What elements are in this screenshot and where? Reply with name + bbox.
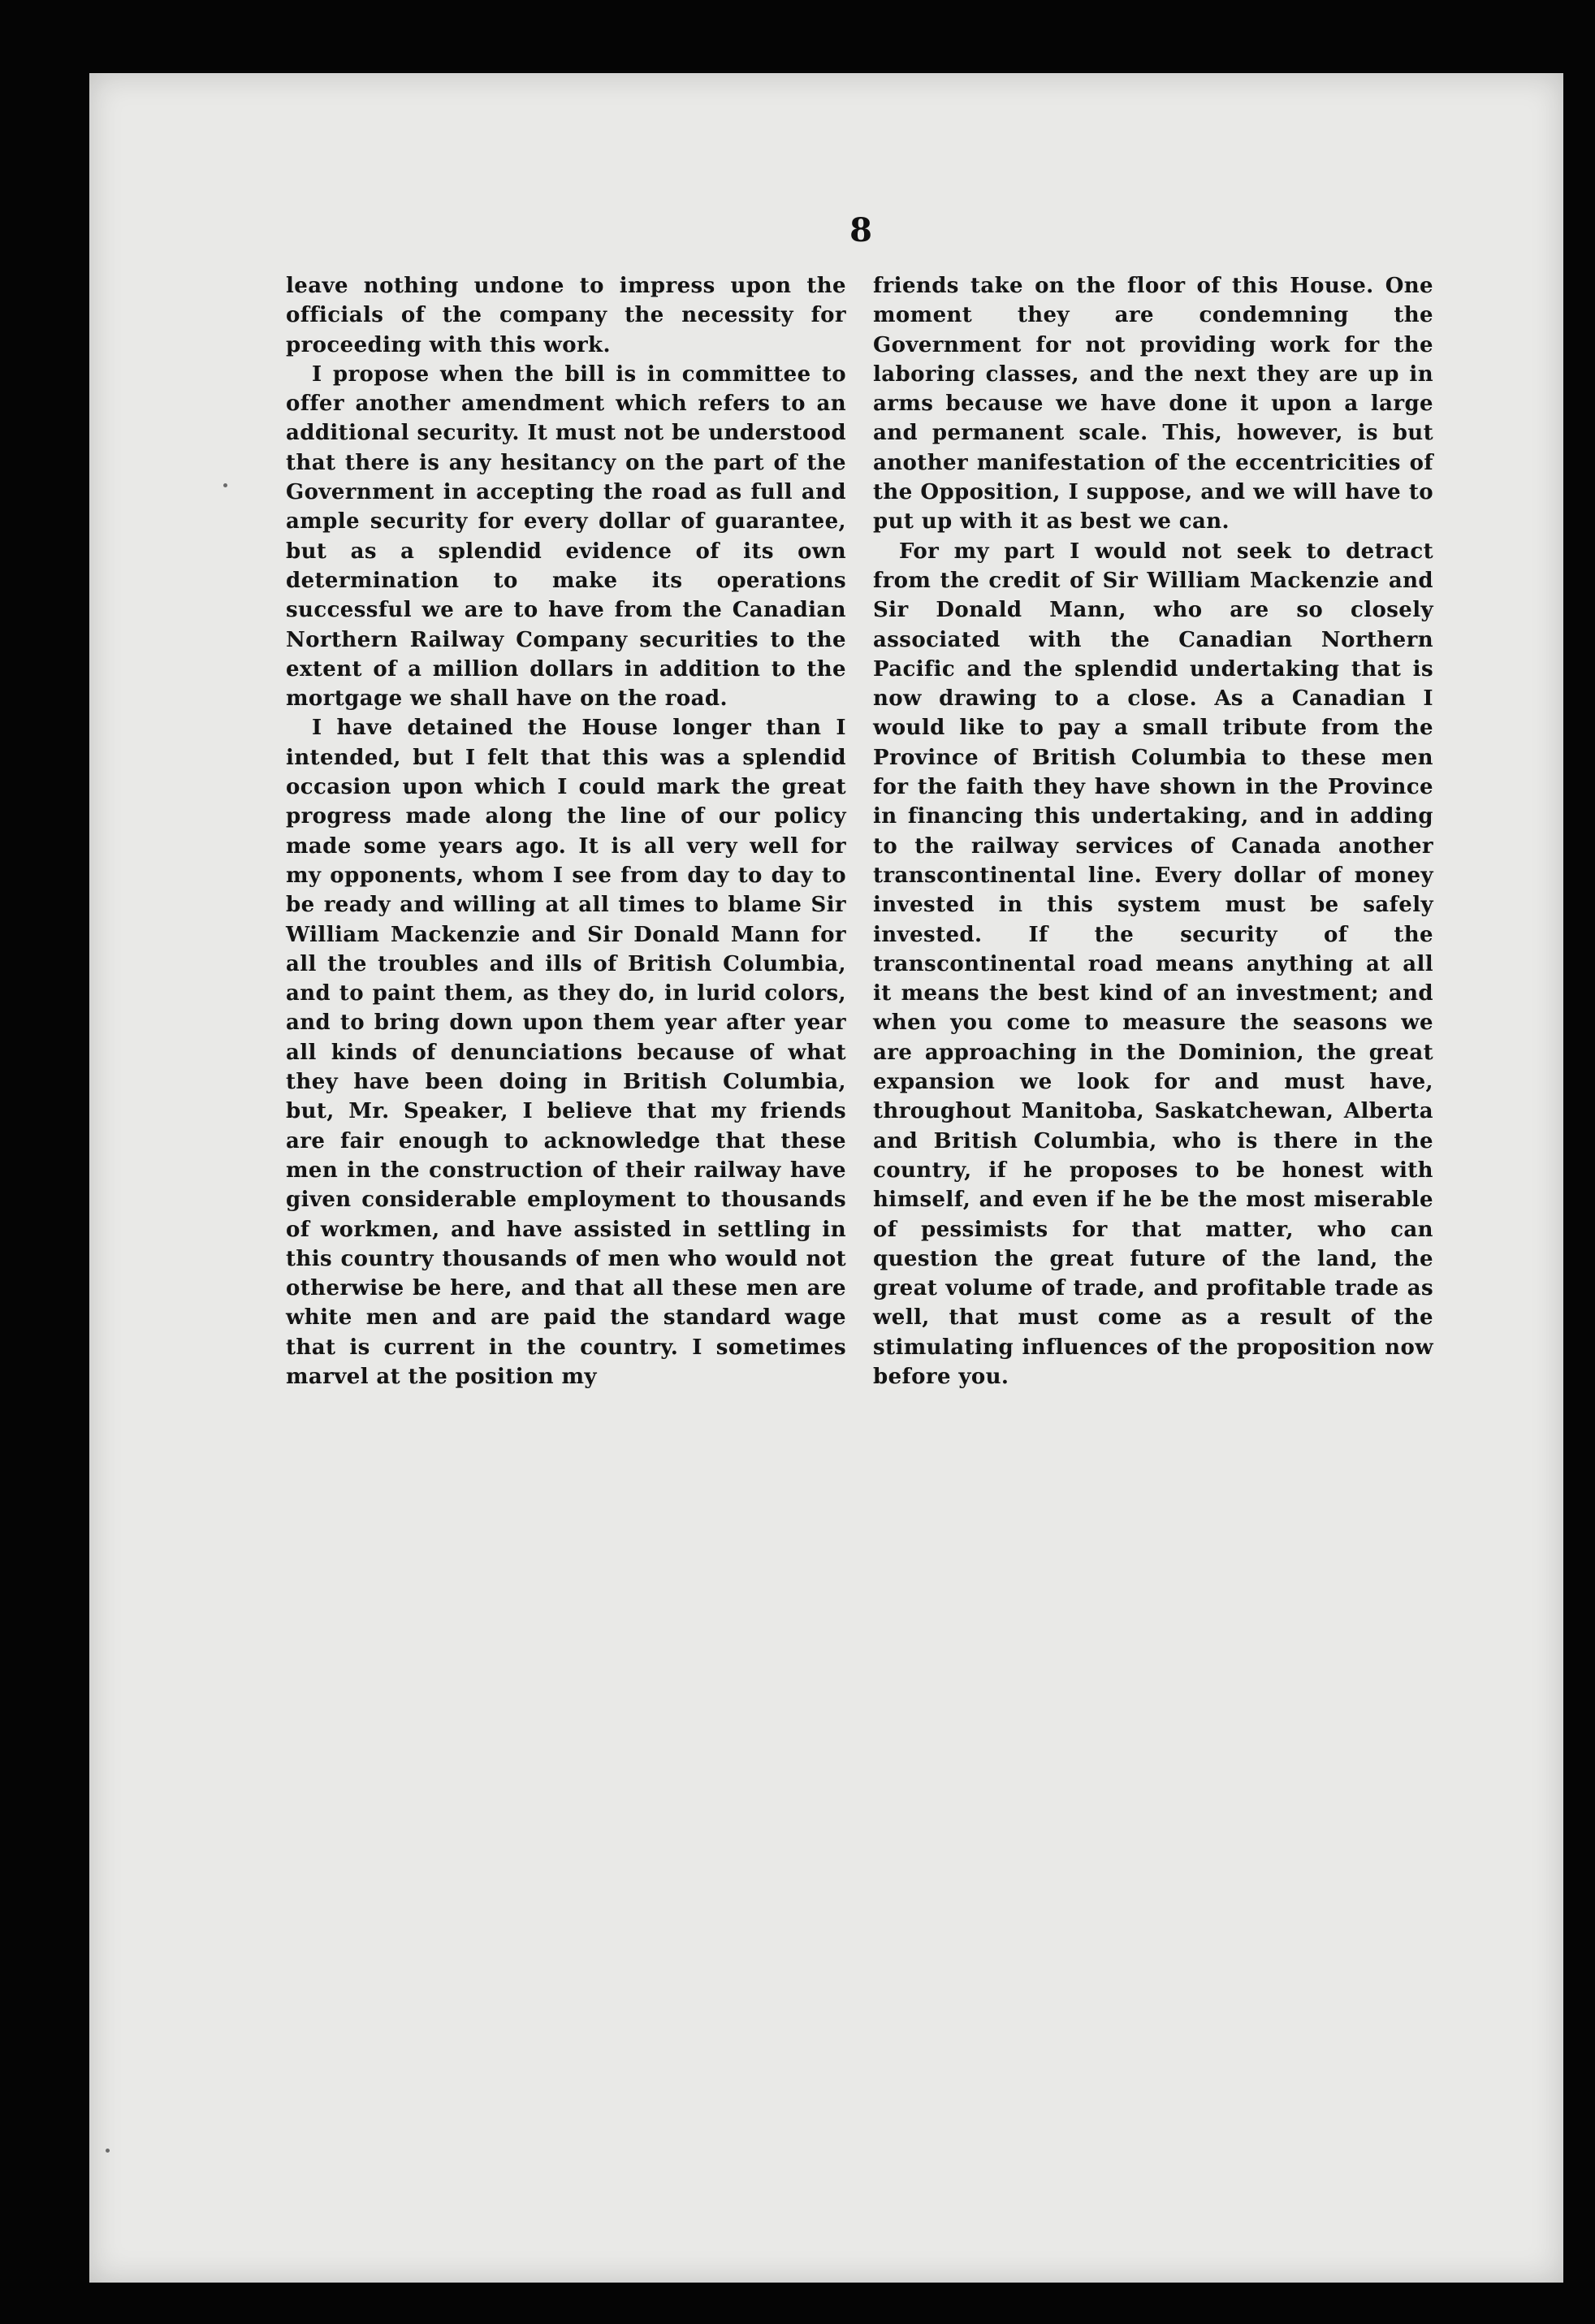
- right-paragraph-2: For my part I would not seek to detract from the credit of Sir William Mackenzie and Sir Donald Mann, who are so closely associated with the Canadian Northern Pacific and the splendid undertaking that is now drawing to a close. As a Canadian I would like to pay a small tribute from the Province of British Columbia to these men for the faith they have shown in the Province in financing this undertaking, and in adding to the railway services of Canada another transcontinental line. Every dollar of money invested in this system must be safely invested. If the security of the transcontinental road means anything at all it means the best kind of an investment; and when you come to measure the seasons we are approaching in the Dominion, the great expansion we look for and must have, throughout Manitoba, Saskatchewan, Alberta and British Columbia, who is there in the country, if he proposes to be honest with himself, and even if he be the most miserable of pessimists for that matter, who can question the great future of the land, the great volume of trade, and profitable trade as well, that must come as a result of the stimulating influences of the proposition now before you.: [873, 539, 1433, 1389]
- right-paragraph-1: friends take on the floor of this House. One moment they are condemning the Government for not providing work for the laboring classes, and the next they are up in arms because we have done it upon a large and permanent scale. This, however, is but another manifestation of the eccentricities of the Opposition, I suppose, and we will have to put up with it as best we can.: [873, 274, 1433, 534]
- scan-speck: [223, 483, 227, 487]
- left-column: [286, 271, 846, 1391]
- scan-speck: [106, 2149, 110, 2153]
- left-paragraph-3: I have detained the House longer than I intended, but I felt that this was a splendid occasion upon which I could mark the great progress made along the line of our policy made some years ago. It is all very well for my opponents, whom I see from day to day to be ready and willing at all times to blame Sir William Mackenzie and Sir Donald Mann for all the troubles and ills of British Columbia, and to paint them, as they do, in lurid colors, and to bring down upon them year after year all kinds of denunciations because of what they have been doing in British Columbia, but, Mr. Speaker, I believe that my friends are fair enough to acknowledge that these men in the construction of their railway have given considerable employment to thousands of workmen, and have assisted in settling in this country thousands of men who would not otherwise be here, and that all these men are white men and are paid the standard wage that is current in the country. I sometimes marvel at the position my: [286, 716, 846, 1389]
- left-paragraph-2: I propose when the bill is in committee to offer another amendment which refers to an additional security. It must not be understood that there is any hesitancy on the part of the Government in accepting the road as full and ample security for every dollar of guarantee, but as a splendid evidence of its own determination to make its operations successful we are to have from the Canadian Northern Railway Company securities to the extent of a million dollars in addition to the mortgage we shall have on the road.: [286, 361, 846, 712]
- right-column: [873, 271, 1433, 1391]
- page-number: 8: [849, 211, 872, 249]
- left-paragraph-1: leave nothing undone to impress upon the officials of the company the necessity for proceeding with this work.: [286, 274, 846, 357]
